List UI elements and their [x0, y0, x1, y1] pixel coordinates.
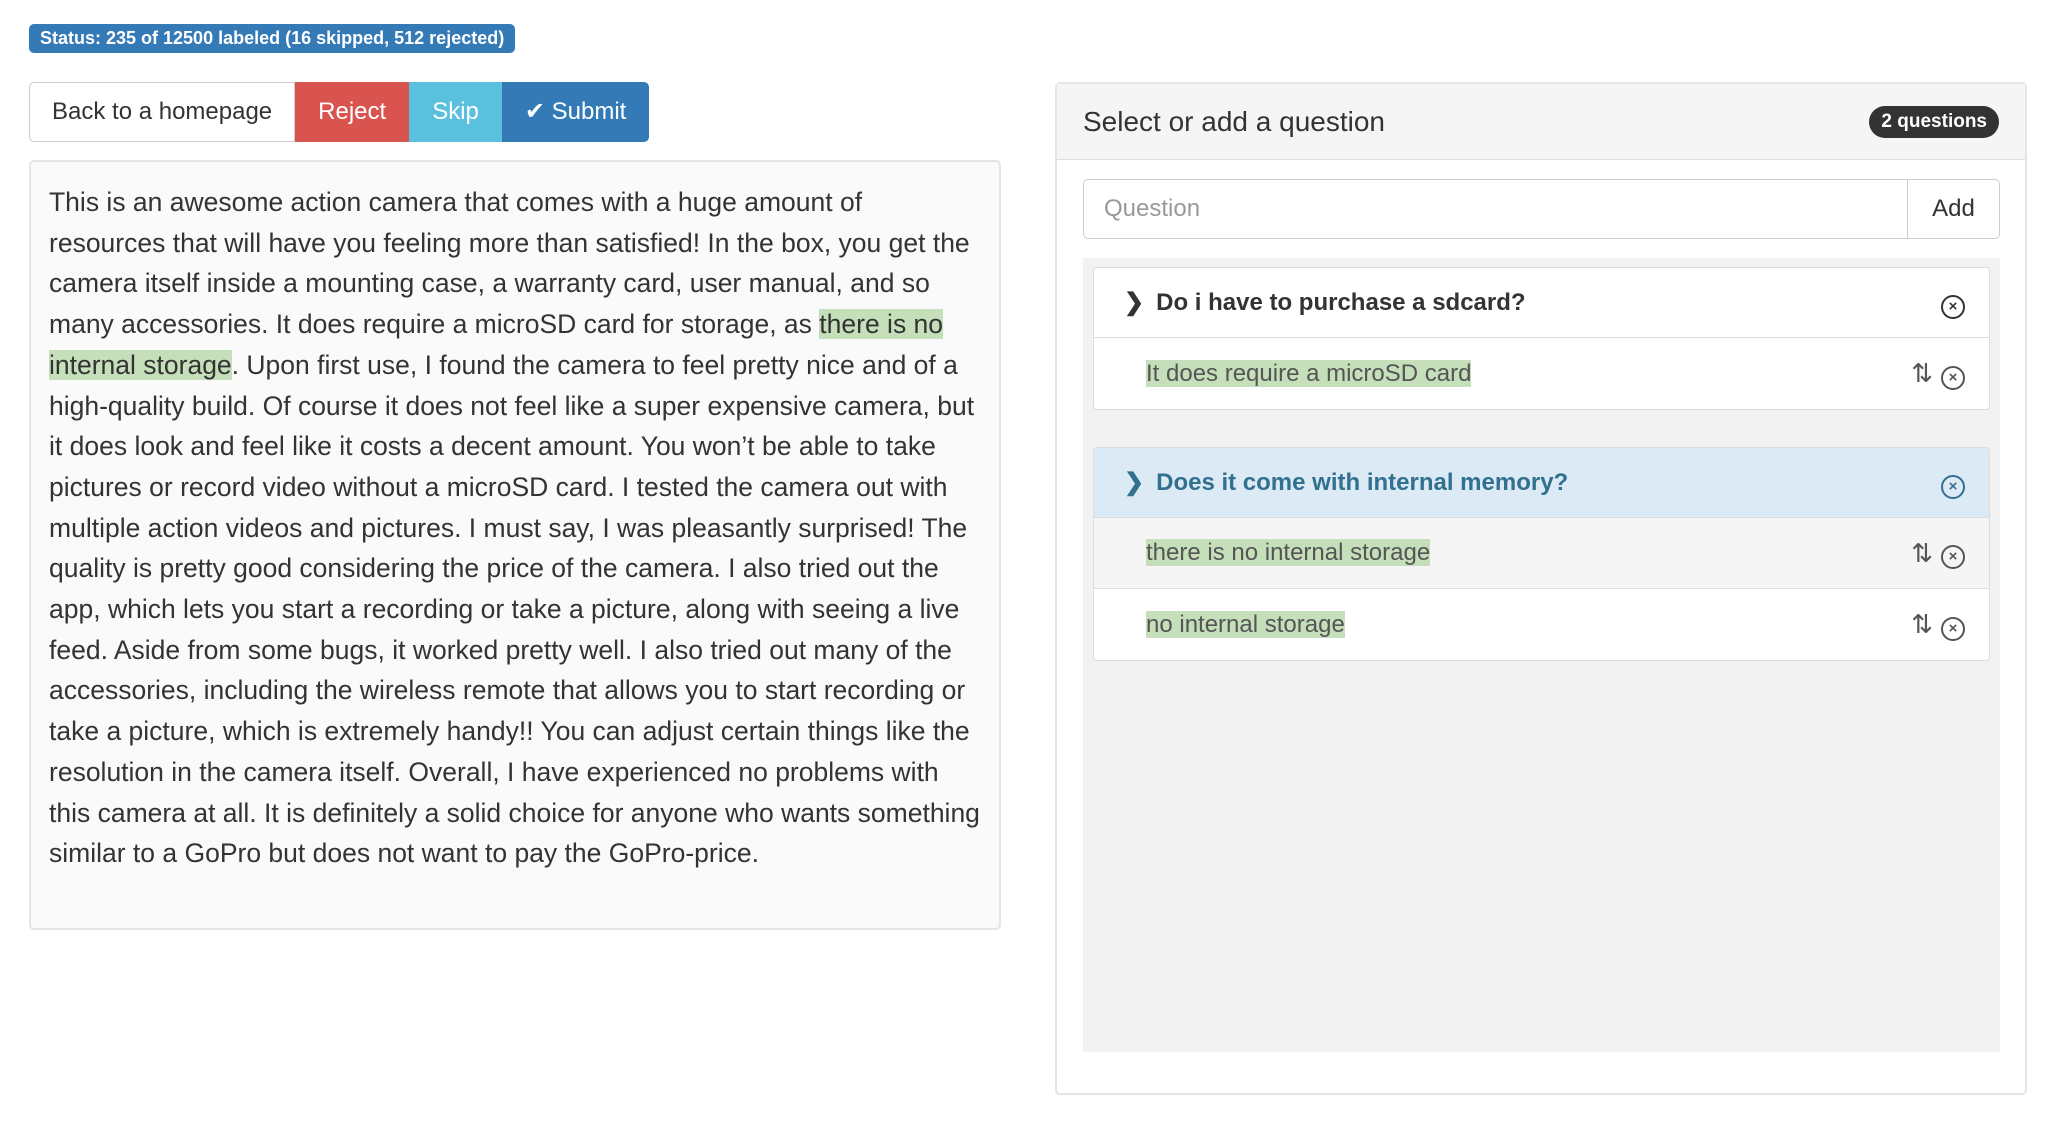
question-input[interactable] [1084, 180, 1907, 238]
question-card [1093, 267, 1990, 410]
sort-icon[interactable]: ⇅ [1911, 609, 1933, 639]
toolbar [29, 82, 649, 142]
remove-answer-icon[interactable]: × [1941, 609, 1965, 641]
remove-answer-icon[interactable]: × [1941, 358, 1965, 390]
remove-question-icon[interactable]: × [1941, 287, 1965, 319]
sort-icon[interactable]: ⇅ [1911, 537, 1933, 568]
remove-answer-icon[interactable]: × [1941, 537, 1965, 569]
question-text: Does it come with internal memory? [1156, 468, 1569, 496]
answer-row [1094, 338, 1989, 409]
submit-button[interactable] [502, 82, 649, 142]
answer-text: there is no internal storage [1146, 539, 1431, 566]
add-button[interactable]: Add [1907, 180, 1999, 238]
question-header[interactable] [1094, 448, 1989, 518]
question-list [1083, 258, 2000, 1052]
add-question-group [1083, 179, 2000, 239]
reject-button[interactable]: Reject [295, 82, 409, 142]
skip-button[interactable]: Skip [409, 82, 502, 142]
question-panel [1055, 82, 2027, 1095]
submit-label: Submit [551, 98, 627, 125]
back-to-homepage-button[interactable]: Back to a homepage [29, 82, 295, 142]
question-count-badge: 2 questions [1869, 106, 1999, 138]
remove-question-icon[interactable]: × [1941, 467, 1965, 499]
text-after: . Upon first use, I found the camera to feel pretty nice and of a high-quality build. Of course it does not feel like a super expensive camera, but it does look and feel like it costs a decent amount. You won’t be able to take pictures or record video without a microSD card. I tested the camera out with multiple action videos and pictures. I must say, I was pleasantly surprised! The quality is pretty good considering the price of the camera. I also tried out the app, which lets you start a recording or take a picture, along with seeing a live feed. Aside from some bugs, it worked pretty well. I also tried out many of the accessories, including the wireless remote that allows you to start recording or take a picture, which is extremely handy!! You can adjust certain things like the resolution in the camera itself. Overall, I have experienced no problems with this camera at all. It is definitely a solid choice for anyone who wants something similar to a GoPro but does not want to pay the GoPro-price. [49, 349, 980, 869]
question-text: Do i have to purchase a sdcard? [1156, 288, 1526, 316]
text-before: This is an awesome action camera that comes with a huge amount of resources that will have you feeling more than satisfied! In the box, you get the camera itself inside a mounting case, a warranty card, user manual, and so many accessories. It does require a microSD card for storage, as [49, 187, 970, 340]
answer-text: no internal storage [1146, 610, 1345, 638]
answer-row [1094, 589, 1989, 660]
answer-row [1094, 518, 1989, 589]
review-text[interactable] [49, 182, 981, 874]
highlighted-span[interactable]: there is no internal storage [49, 309, 944, 380]
question-header[interactable] [1094, 268, 1989, 338]
status-badge: Status: 235 of 12500 labeled (16 skipped, 512 rejected) [29, 24, 515, 53]
sort-icon[interactable]: ⇅ [1911, 358, 1933, 388]
check-icon: ✔ [524, 98, 545, 125]
review-text-panel [29, 160, 1001, 930]
panel-title: Select or add a question [1083, 105, 1385, 137]
chevron-right-icon: ❯ [1124, 289, 1145, 316]
question-card-active [1093, 447, 1990, 661]
answer-text: It does require a microSD card [1146, 359, 1472, 387]
chevron-right-icon: ❯ [1124, 469, 1145, 496]
